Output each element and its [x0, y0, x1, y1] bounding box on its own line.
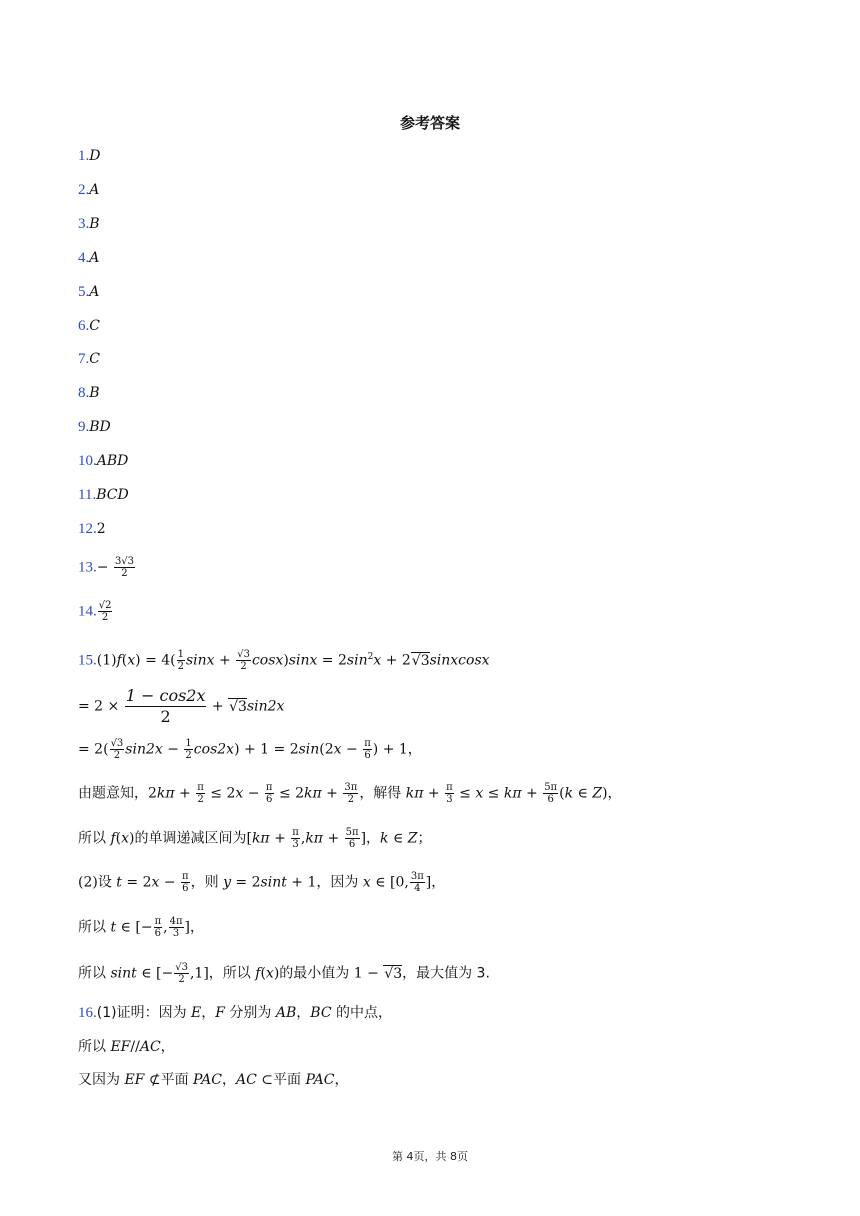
q16-line-1: 16.(1)证明：因为 E，F 分别为 AB，BC 的中点，: [78, 1005, 393, 1021]
answer-value: ABD: [96, 453, 129, 469]
answer-number: 12.: [78, 521, 97, 537]
answer-10: [78, 451, 128, 471]
q15-line-5: 所以 f(x)的单调递减区间为[kπ + $\frac{\pi}{3}$ ,kπ + $\frac{5\pi}{6}$ ]，k ∈ Z；: [78, 827, 432, 850]
minus-sign: −: [96, 559, 109, 576]
answer-4: [78, 248, 99, 268]
answer-13: [78, 556, 136, 579]
answer-number: 16.: [78, 1005, 97, 1021]
answer-value: BD: [89, 419, 111, 435]
answer-number: 14.: [78, 603, 97, 620]
answer-14: [78, 600, 113, 623]
answer-value: 2: [96, 521, 106, 537]
answer-number: 8.: [78, 385, 90, 401]
q15-line-6: (2)设 t = 2x − $\frac{\pi}{6}$ ，则 y = 2sint + 1，因为 x ∈ [0, $\frac{3\pi}{4}$ ]，: [78, 871, 446, 894]
answer-value: A: [89, 182, 100, 198]
fraction: $\frac{√2}{2}$: [98, 600, 112, 623]
answer-number: 6.: [78, 318, 90, 334]
answer-value: BCD: [96, 487, 129, 503]
answer-5: [78, 282, 99, 302]
page-title: 参考答案: [399, 114, 460, 132]
answer-7: [78, 349, 100, 369]
q16-line-2: 所以 EF//AC，: [78, 1039, 175, 1055]
answer-value: B: [89, 385, 100, 401]
q15-line-3: = 2( $\frac{√3}{2}$ sin2x − $\frac{1}{2}$ cos2x) + 1 = 2sin(2x − $\frac{\pi}{6}$ ) + 1，: [78, 738, 422, 761]
q16-line-3: 又因为 EF ⊄平面 PAC，AC ⊂平面 PAC，: [78, 1072, 349, 1088]
answer-value: A: [89, 284, 100, 300]
answer-number: 3.: [78, 216, 90, 232]
answer-value: D: [89, 148, 101, 164]
answer-number: 4.: [78, 250, 90, 266]
answer-9: [78, 417, 111, 437]
answer-value: C: [89, 318, 100, 334]
answer-number: 11.: [78, 487, 97, 503]
q15-line-2: = 2 × $\frac{1 - \cos 2x}{2}$ + √3sin2x: [78, 686, 285, 726]
answer-11: [78, 485, 129, 505]
answer-value: A: [89, 250, 100, 266]
answer-6: [78, 316, 100, 336]
page-footer: 第 4页，共 8页: [392, 1150, 468, 1163]
answer-number: 13.: [78, 559, 97, 576]
answer-number: 10.: [78, 453, 97, 469]
answer-number: 5.: [78, 284, 90, 300]
answer-number: 2.: [78, 182, 90, 198]
answer-value: C: [89, 351, 100, 367]
answer-number: 15.: [78, 652, 97, 669]
answer-2: [78, 180, 99, 200]
answer-number: 7.: [78, 351, 90, 367]
answer-number: 1.: [78, 148, 90, 164]
answer-1: [78, 146, 100, 166]
q15-line-7: 所以 t ∈ [− $\frac{\pi}{6}$ , $\frac{4\pi}{3}$ ]，: [78, 916, 204, 939]
answer-12: [78, 519, 106, 539]
answer-8: [78, 383, 100, 403]
q15-line-8: 所以 sint ∈ [− $\frac{√3}{2}$ ,1]，所以 f(x)的最小值为 1 − √3，最大值为 3.: [78, 962, 490, 985]
answer-value: B: [89, 216, 100, 232]
q15-line-1: 15.(1)f(x) = 4( $\frac{1}{2}$ sinx + $\frac{√3}{2}$ $\cos x)\sin x = 2\sin^2x$ + 2√3sinxcosx: [78, 649, 490, 673]
answer-3: [78, 214, 100, 234]
answer-number: 9.: [78, 419, 90, 435]
fraction: $\frac{3√3}{2}$: [114, 556, 135, 579]
q15-line-4: 由题意知，2kπ + $\frac{\pi}{2}$ ≤ 2x − $\frac{\pi}{6}$ ≤ 2kπ + $\frac{3\pi}{2}$ ，解得 kπ + $\frac{\pi}{3}$ ≤ x ≤ kπ + $\frac{5\pi}{6}$ (k ∈ Z)，: [78, 782, 622, 805]
